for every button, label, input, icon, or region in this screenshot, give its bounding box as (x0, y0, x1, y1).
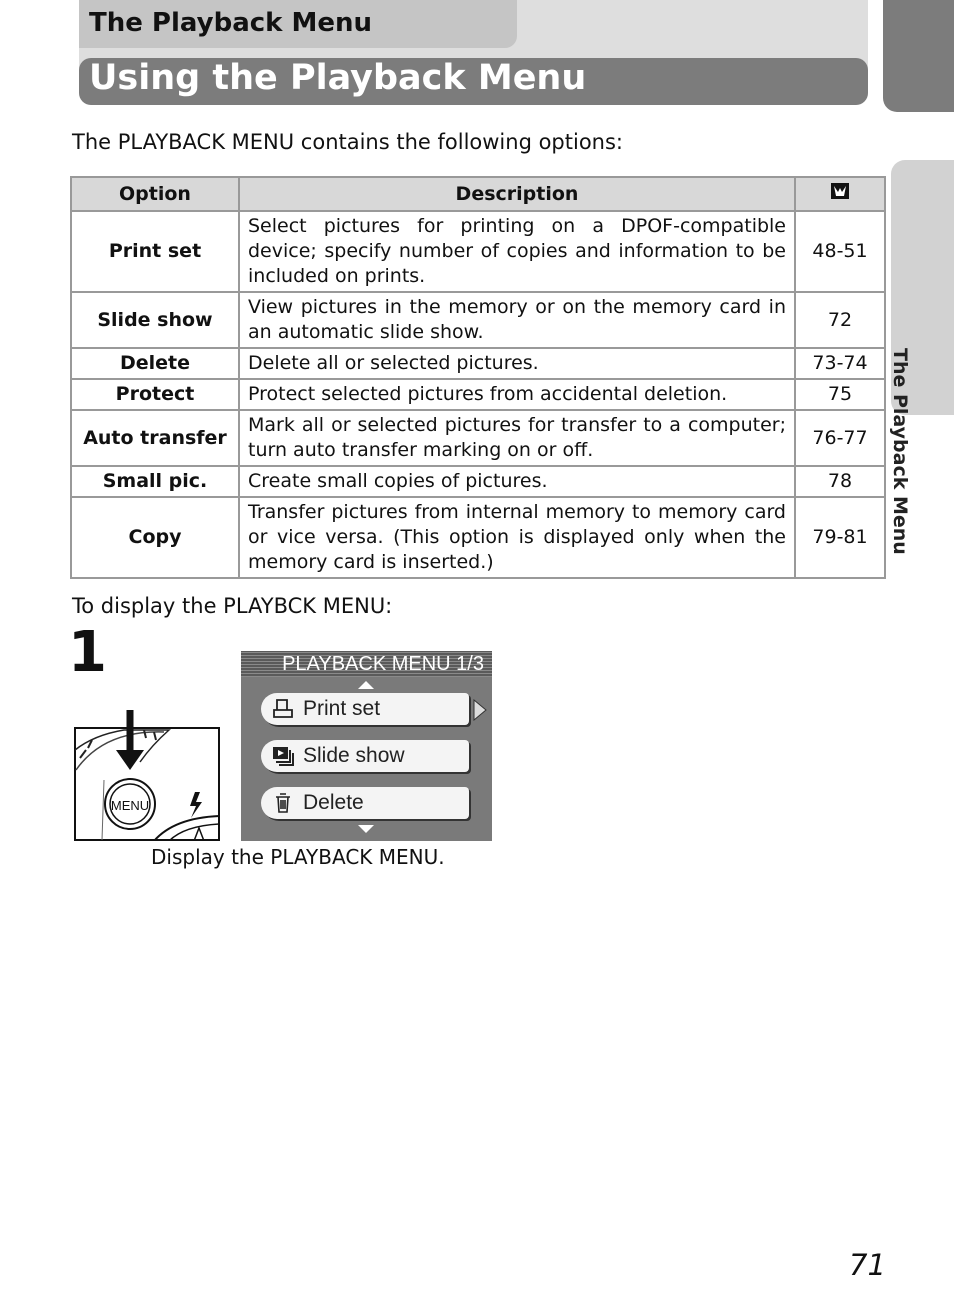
option-description: View pictures in the memory or on the memory card in an automatic slide show. (239, 292, 795, 348)
lcd-playback-menu-screen (241, 651, 492, 841)
options-table (70, 176, 886, 579)
table-row (71, 379, 885, 410)
option-pages: 78 (795, 466, 885, 497)
table-row (71, 292, 885, 348)
display-instruction: To display the PLAYBCK MENU: (72, 594, 393, 618)
lcd-menu-item-label: Slide show (303, 744, 405, 767)
table-row (71, 211, 885, 292)
scroll-down-icon (357, 824, 375, 834)
lcd-title: PLAYBACK MENU 1/3 (282, 653, 484, 675)
section-header (79, 0, 517, 48)
intro-text: The PLAYBACK MENU contains the following options: (72, 130, 624, 154)
lcd-title-bar (241, 651, 492, 677)
step-number: 1 (68, 620, 107, 685)
selection-arrow-icon (473, 699, 487, 721)
page-title-bar (79, 58, 868, 105)
printer-icon (271, 697, 295, 721)
option-name: Auto transfer (71, 410, 239, 466)
slideshow-icon (271, 744, 295, 768)
option-name: Copy (71, 497, 239, 578)
thumb-tab-top (883, 0, 954, 112)
lcd-menu-item-slide-show[interactable] (261, 740, 469, 772)
menu-button-label: MENU (110, 798, 150, 813)
table-row (71, 497, 885, 578)
table-row (71, 410, 885, 466)
scroll-up-icon (357, 680, 375, 690)
option-description: Delete all or selected pictures. (239, 348, 795, 379)
option-pages: 73-74 (795, 348, 885, 379)
header-description: Description (239, 177, 795, 211)
lcd-menu-item-label: Print set (303, 697, 381, 720)
table-row (71, 466, 885, 497)
option-name: Small pic. (71, 466, 239, 497)
option-description: Mark all or selected pictures for transfer to a computer; turn auto transfer marking on or off. (239, 410, 795, 466)
reference-icon (830, 181, 850, 201)
option-description: Select pictures for printing on a DPOF-compatible device; specify number of copies and information to be included on prints. (239, 211, 795, 292)
table-header-row (71, 177, 885, 211)
option-name: Delete (71, 348, 239, 379)
header-page (795, 177, 885, 211)
option-description: Create small copies of pictures. (239, 466, 795, 497)
option-pages: 79-81 (795, 497, 885, 578)
section-title: The Playback Menu (89, 8, 373, 38)
table-row (71, 348, 885, 379)
thumb-tab-label: The Playback Menu (889, 348, 911, 555)
option-pages: 75 (795, 379, 885, 410)
option-pages: 48-51 (795, 211, 885, 292)
step-caption: Display the PLAYBACK MENU. (151, 845, 445, 869)
lcd-menu-item-delete[interactable] (261, 787, 469, 819)
page-number: 71 (849, 1248, 886, 1282)
lcd-menu-item-label: Delete (303, 791, 364, 814)
option-name: Protect (71, 379, 239, 410)
lcd-menu-item-print-set[interactable] (261, 693, 469, 725)
trash-icon (271, 791, 295, 815)
page-title: Using the Playback Menu (89, 58, 587, 98)
option-pages: 76-77 (795, 410, 885, 466)
option-pages: 72 (795, 292, 885, 348)
option-name: Print set (71, 211, 239, 292)
header-option: Option (71, 177, 239, 211)
option-description: Protect selected pictures from accidental deletion. (239, 379, 795, 410)
thumb-tab (889, 160, 954, 555)
option-description: Transfer pictures from internal memory to memory card or vice versa. (This option is displayed only when the memory card is inserted.) (239, 497, 795, 578)
option-name: Slide show (71, 292, 239, 348)
camera-menu-button-illustration (74, 710, 220, 841)
